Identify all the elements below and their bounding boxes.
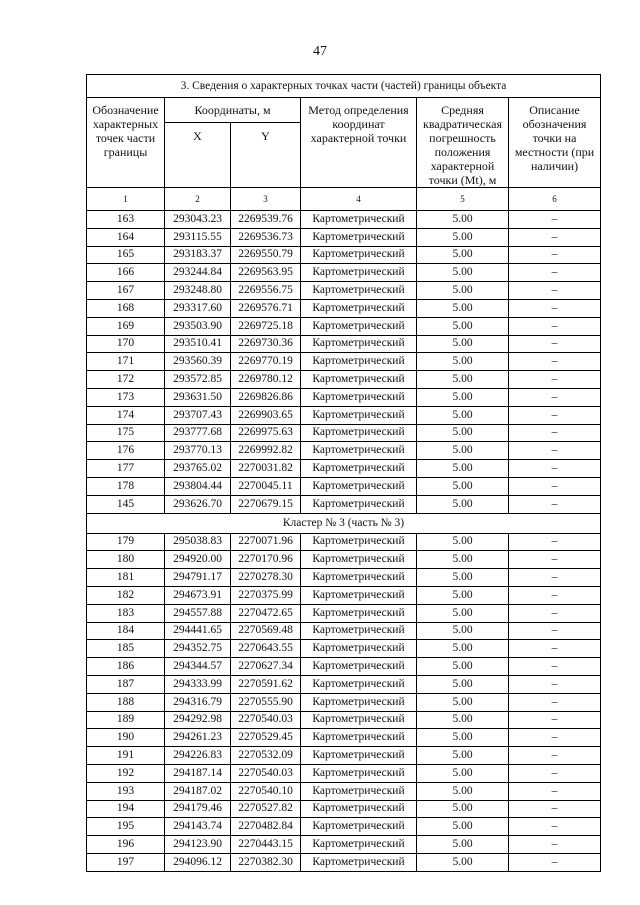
method-cell: Картометрический	[301, 317, 417, 335]
coord-y-cell: 2269903.65	[231, 406, 301, 424]
method-cell: Картометрический	[301, 800, 417, 818]
description-cell: –	[509, 711, 601, 729]
table-row	[87, 406, 601, 424]
error-cell: 5.00	[417, 442, 509, 460]
header-error: Средняя квадратическая погрешность положения характерной точки (Mt), м	[417, 98, 509, 188]
column-number: 6	[509, 188, 601, 211]
method-cell: Картометрический	[301, 551, 417, 569]
point-number-cell: 176	[87, 442, 165, 460]
error-cell: 5.00	[417, 569, 509, 587]
description-cell: –	[509, 477, 601, 495]
coord-y-cell: 2269730.36	[231, 335, 301, 353]
error-cell: 5.00	[417, 675, 509, 693]
method-cell: Картометрический	[301, 622, 417, 640]
point-number-cell: 167	[87, 282, 165, 300]
table-row	[87, 818, 601, 836]
description-cell: –	[509, 658, 601, 676]
table-row	[87, 747, 601, 765]
coord-x-cell: 293115.55	[165, 228, 231, 246]
method-cell: Картометрический	[301, 442, 417, 460]
table-row	[87, 353, 601, 371]
coord-x-cell: 293631.50	[165, 388, 231, 406]
coord-x-cell: 294123.90	[165, 836, 231, 854]
error-cell: 5.00	[417, 693, 509, 711]
table-row	[87, 604, 601, 622]
coord-x-cell: 294187.14	[165, 764, 231, 782]
description-cell: –	[509, 853, 601, 871]
description-cell: –	[509, 246, 601, 264]
point-number-cell: 172	[87, 371, 165, 389]
coord-x-cell: 293804.44	[165, 477, 231, 495]
method-cell: Картометрический	[301, 460, 417, 478]
description-cell: –	[509, 640, 601, 658]
coord-y-cell: 2269556.75	[231, 282, 301, 300]
coord-y-cell: 2269770.19	[231, 353, 301, 371]
method-cell: Картометрический	[301, 747, 417, 765]
point-number-cell: 197	[87, 853, 165, 871]
error-cell: 5.00	[417, 658, 509, 676]
boundary-points-table	[86, 74, 601, 872]
coord-x-cell: 293248.80	[165, 282, 231, 300]
method-cell: Картометрический	[301, 406, 417, 424]
error-cell: 5.00	[417, 264, 509, 282]
coord-y-cell: 2269576.71	[231, 299, 301, 317]
table-row	[87, 693, 601, 711]
error-cell: 5.00	[417, 460, 509, 478]
description-cell: –	[509, 747, 601, 765]
table-row	[87, 551, 601, 569]
point-number-cell: 184	[87, 622, 165, 640]
coord-x-cell: 293183.37	[165, 246, 231, 264]
error-cell: 5.00	[417, 640, 509, 658]
coord-x-cell: 293560.39	[165, 353, 231, 371]
coord-y-cell: 2270529.45	[231, 729, 301, 747]
description-cell: –	[509, 371, 601, 389]
point-number-cell: 185	[87, 640, 165, 658]
column-numbers-row	[87, 188, 601, 211]
coord-y-cell: 2270540.03	[231, 764, 301, 782]
coord-y-cell: 2270443.15	[231, 836, 301, 854]
description-cell: –	[509, 264, 601, 282]
coord-x-cell: 293043.23	[165, 211, 231, 229]
error-cell: 5.00	[417, 335, 509, 353]
coord-y-cell: 2270627.34	[231, 658, 301, 676]
column-number: 2	[165, 188, 231, 211]
table-row	[87, 533, 601, 551]
point-number-cell: 164	[87, 228, 165, 246]
error-cell: 5.00	[417, 782, 509, 800]
description-cell: –	[509, 317, 601, 335]
point-number-cell: 163	[87, 211, 165, 229]
coord-x-cell: 294791.17	[165, 569, 231, 587]
table-row	[87, 800, 601, 818]
coord-x-cell: 293317.60	[165, 299, 231, 317]
description-cell: –	[509, 604, 601, 622]
header-coords: Координаты, м	[165, 98, 301, 123]
table-row	[87, 371, 601, 389]
point-number-cell: 178	[87, 477, 165, 495]
error-cell: 5.00	[417, 533, 509, 551]
point-number-cell: 165	[87, 246, 165, 264]
description-cell: –	[509, 495, 601, 513]
point-number-cell: 169	[87, 317, 165, 335]
table-row	[87, 836, 601, 854]
point-number-cell: 179	[87, 533, 165, 551]
method-cell: Картометрический	[301, 658, 417, 676]
point-number-cell: 175	[87, 424, 165, 442]
coord-x-cell: 294333.99	[165, 675, 231, 693]
coord-y-cell: 2269539.76	[231, 211, 301, 229]
point-number-cell: 182	[87, 586, 165, 604]
table-row	[87, 442, 601, 460]
description-cell: –	[509, 442, 601, 460]
error-cell: 5.00	[417, 836, 509, 854]
coord-y-cell: 2269975.63	[231, 424, 301, 442]
method-cell: Картометрический	[301, 764, 417, 782]
description-cell: –	[509, 764, 601, 782]
table-row	[87, 782, 601, 800]
point-number-cell: 195	[87, 818, 165, 836]
table-row	[87, 675, 601, 693]
coord-y-cell: 2270045.11	[231, 477, 301, 495]
description-cell: –	[509, 335, 601, 353]
header-method: Метод определения координат характерной точки	[301, 98, 417, 188]
error-cell: 5.00	[417, 477, 509, 495]
coord-y-cell: 2270382.30	[231, 853, 301, 871]
table-row	[87, 317, 601, 335]
method-cell: Картометрический	[301, 353, 417, 371]
description-cell: –	[509, 729, 601, 747]
method-cell: Картометрический	[301, 299, 417, 317]
coord-x-cell: 293626.70	[165, 495, 231, 513]
coord-x-cell: 293244.84	[165, 264, 231, 282]
table-row	[87, 729, 601, 747]
coord-y-cell: 2270555.90	[231, 693, 301, 711]
point-number-cell: 187	[87, 675, 165, 693]
error-cell: 5.00	[417, 211, 509, 229]
coord-x-cell: 293777.68	[165, 424, 231, 442]
method-cell: Картометрический	[301, 818, 417, 836]
coord-y-cell: 2270591.62	[231, 675, 301, 693]
description-cell: –	[509, 282, 601, 300]
method-cell: Картометрический	[301, 675, 417, 693]
coord-x-cell: 294316.79	[165, 693, 231, 711]
error-cell: 5.00	[417, 353, 509, 371]
description-cell: –	[509, 818, 601, 836]
point-number-cell: 171	[87, 353, 165, 371]
table-row	[87, 424, 601, 442]
description-cell: –	[509, 675, 601, 693]
error-cell: 5.00	[417, 424, 509, 442]
point-number-cell: 193	[87, 782, 165, 800]
method-cell: Картометрический	[301, 477, 417, 495]
error-cell: 5.00	[417, 622, 509, 640]
error-cell: 5.00	[417, 764, 509, 782]
coord-x-cell: 293510.41	[165, 335, 231, 353]
coord-y-cell: 2270679.15	[231, 495, 301, 513]
table-body	[87, 75, 601, 872]
coord-y-cell: 2270170.96	[231, 551, 301, 569]
table-row	[87, 569, 601, 587]
coord-x-cell: 294096.12	[165, 853, 231, 871]
table-row	[87, 264, 601, 282]
coord-x-cell: 294261.23	[165, 729, 231, 747]
description-cell: –	[509, 353, 601, 371]
coord-x-cell: 294179.46	[165, 800, 231, 818]
error-cell: 5.00	[417, 299, 509, 317]
method-cell: Картометрический	[301, 853, 417, 871]
coord-x-cell: 295038.83	[165, 533, 231, 551]
table-row	[87, 495, 601, 513]
description-cell: –	[509, 622, 601, 640]
header-y: Y	[231, 123, 301, 188]
method-cell: Картометрический	[301, 282, 417, 300]
error-cell: 5.00	[417, 551, 509, 569]
description-cell: –	[509, 406, 601, 424]
coord-y-cell: 2270031.82	[231, 460, 301, 478]
method-cell: Картометрический	[301, 371, 417, 389]
method-cell: Картометрический	[301, 729, 417, 747]
coord-y-cell: 2269780.12	[231, 371, 301, 389]
description-cell: –	[509, 299, 601, 317]
page-number: 47	[313, 44, 327, 59]
error-cell: 5.00	[417, 282, 509, 300]
description-cell: –	[509, 551, 601, 569]
coord-y-cell: 2270375.99	[231, 586, 301, 604]
point-number-cell: 188	[87, 693, 165, 711]
method-cell: Картометрический	[301, 228, 417, 246]
column-number: 5	[417, 188, 509, 211]
coord-y-cell: 2270482.84	[231, 818, 301, 836]
point-number-cell: 189	[87, 711, 165, 729]
coord-y-cell: 2270540.03	[231, 711, 301, 729]
description-cell: –	[509, 228, 601, 246]
method-cell: Картометрический	[301, 640, 417, 658]
coord-y-cell: 2269563.95	[231, 264, 301, 282]
point-number-cell: 174	[87, 406, 165, 424]
method-cell: Картометрический	[301, 569, 417, 587]
table-row	[87, 246, 601, 264]
point-number-cell: 168	[87, 299, 165, 317]
column-number: 4	[301, 188, 417, 211]
error-cell: 5.00	[417, 729, 509, 747]
coord-y-cell: 2269725.18	[231, 317, 301, 335]
error-cell: 5.00	[417, 495, 509, 513]
point-number-cell: 186	[87, 658, 165, 676]
coord-y-cell: 2270569.48	[231, 622, 301, 640]
point-number-cell: 192	[87, 764, 165, 782]
error-cell: 5.00	[417, 711, 509, 729]
table-row	[87, 299, 601, 317]
table-row	[87, 658, 601, 676]
header-row	[87, 98, 601, 123]
coord-x-cell: 294226.83	[165, 747, 231, 765]
coord-x-cell: 294673.91	[165, 586, 231, 604]
coord-y-cell: 2270527.82	[231, 800, 301, 818]
coord-y-cell: 2270472.65	[231, 604, 301, 622]
point-number-cell: 180	[87, 551, 165, 569]
point-number-cell: 194	[87, 800, 165, 818]
coord-x-cell: 294352.75	[165, 640, 231, 658]
method-cell: Картометрический	[301, 424, 417, 442]
table-row	[87, 211, 601, 229]
point-number-cell: 166	[87, 264, 165, 282]
coord-x-cell: 293572.85	[165, 371, 231, 389]
header-point: Обозначение характерных точек части границы	[87, 98, 165, 188]
error-cell: 5.00	[417, 317, 509, 335]
point-number-cell: 196	[87, 836, 165, 854]
error-cell: 5.00	[417, 371, 509, 389]
coord-x-cell: 294920.00	[165, 551, 231, 569]
method-cell: Картометрический	[301, 533, 417, 551]
coord-y-cell: 2269550.79	[231, 246, 301, 264]
table-row	[87, 640, 601, 658]
point-number-cell: 173	[87, 388, 165, 406]
error-cell: 5.00	[417, 747, 509, 765]
error-cell: 5.00	[417, 800, 509, 818]
table-row	[87, 335, 601, 353]
method-cell: Картометрический	[301, 246, 417, 264]
table-row	[87, 477, 601, 495]
description-cell: –	[509, 836, 601, 854]
cluster-title: Кластер № 3 (часть № 3)	[87, 513, 601, 533]
coord-x-cell: 294441.65	[165, 622, 231, 640]
coord-y-cell: 2270071.96	[231, 533, 301, 551]
description-cell: –	[509, 424, 601, 442]
coord-y-cell: 2269536.73	[231, 228, 301, 246]
column-number: 1	[87, 188, 165, 211]
point-number-cell: 181	[87, 569, 165, 587]
coord-x-cell: 294143.74	[165, 818, 231, 836]
description-cell: –	[509, 211, 601, 229]
coord-x-cell: 293503.90	[165, 317, 231, 335]
coord-y-cell: 2269826.86	[231, 388, 301, 406]
method-cell: Картометрический	[301, 388, 417, 406]
error-cell: 5.00	[417, 853, 509, 871]
table-row	[87, 622, 601, 640]
method-cell: Картометрический	[301, 495, 417, 513]
point-number-cell: 170	[87, 335, 165, 353]
table-row	[87, 711, 601, 729]
error-cell: 5.00	[417, 586, 509, 604]
table-row	[87, 853, 601, 871]
description-cell: –	[509, 569, 601, 587]
coord-y-cell: 2270532.09	[231, 747, 301, 765]
method-cell: Картометрический	[301, 711, 417, 729]
table-row	[87, 388, 601, 406]
description-cell: –	[509, 782, 601, 800]
coord-x-cell: 294292.98	[165, 711, 231, 729]
table-row	[87, 282, 601, 300]
header-x: X	[165, 123, 231, 188]
coord-y-cell: 2270540.10	[231, 782, 301, 800]
table-row	[87, 460, 601, 478]
error-cell: 5.00	[417, 388, 509, 406]
point-number-cell: 191	[87, 747, 165, 765]
method-cell: Картометрический	[301, 836, 417, 854]
table-row	[87, 586, 601, 604]
method-cell: Картометрический	[301, 586, 417, 604]
method-cell: Картометрический	[301, 782, 417, 800]
error-cell: 5.00	[417, 406, 509, 424]
description-cell: –	[509, 586, 601, 604]
error-cell: 5.00	[417, 228, 509, 246]
method-cell: Картометрический	[301, 211, 417, 229]
coord-y-cell: 2270278.30	[231, 569, 301, 587]
description-cell: –	[509, 533, 601, 551]
section-title-row	[87, 75, 601, 98]
table-row	[87, 228, 601, 246]
coord-x-cell: 294344.57	[165, 658, 231, 676]
point-number-cell: 177	[87, 460, 165, 478]
coord-y-cell: 2270643.55	[231, 640, 301, 658]
header-description: Описание обозначения точки на местности (при наличии)	[509, 98, 601, 188]
section-title: 3. Сведения о характерных точках части (частей) границы объекта	[87, 75, 601, 98]
coord-y-cell: 2269992.82	[231, 442, 301, 460]
coord-x-cell: 293707.43	[165, 406, 231, 424]
error-cell: 5.00	[417, 246, 509, 264]
method-cell: Картометрический	[301, 264, 417, 282]
error-cell: 5.00	[417, 604, 509, 622]
method-cell: Картометрический	[301, 604, 417, 622]
point-number-cell: 190	[87, 729, 165, 747]
coord-x-cell: 294557.88	[165, 604, 231, 622]
description-cell: –	[509, 460, 601, 478]
coord-x-cell: 293765.02	[165, 460, 231, 478]
description-cell: –	[509, 388, 601, 406]
description-cell: –	[509, 800, 601, 818]
error-cell: 5.00	[417, 818, 509, 836]
coord-x-cell: 293770.13	[165, 442, 231, 460]
point-number-cell: 183	[87, 604, 165, 622]
method-cell: Картометрический	[301, 335, 417, 353]
coord-x-cell: 294187.02	[165, 782, 231, 800]
cluster-row	[87, 513, 601, 533]
description-cell: –	[509, 693, 601, 711]
table-row	[87, 764, 601, 782]
column-number: 3	[231, 188, 301, 211]
point-number-cell: 145	[87, 495, 165, 513]
method-cell: Картометрический	[301, 693, 417, 711]
